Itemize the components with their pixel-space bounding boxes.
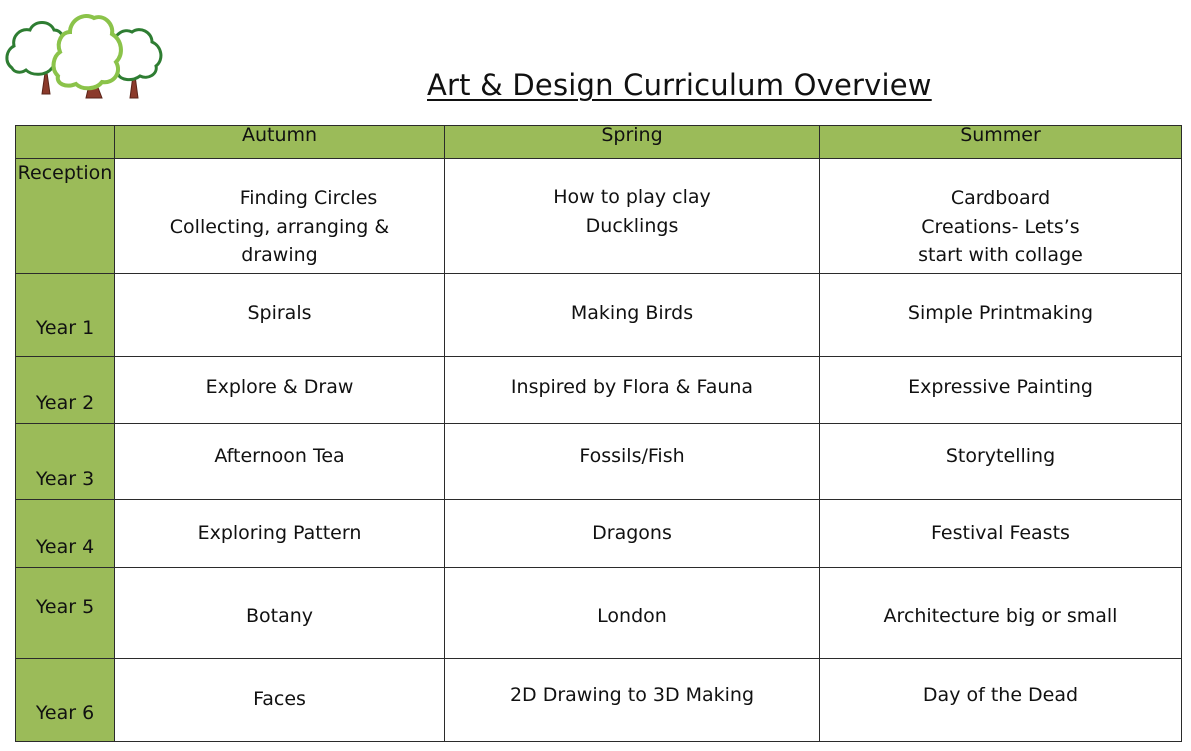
table-row-year-1 [16, 274, 1182, 357]
row-label: Reception [16, 159, 115, 274]
cell-line: Creations- Lets’s [921, 215, 1080, 238]
header-summer: Summer [820, 126, 1182, 159]
cell-autumn [115, 159, 445, 274]
table-row-year-3 [16, 424, 1182, 500]
page-title: Art & Design Curriculum Overview [427, 68, 932, 102]
row-label: Year 4 [16, 500, 115, 568]
cell-spring: Fossils/Fish [445, 424, 820, 500]
row-label: Year 5 [16, 568, 115, 659]
cell-line: Finding Circles [239, 187, 378, 210]
table-row-year-5 [16, 568, 1182, 659]
table-row-year-6 [16, 659, 1182, 742]
curriculum-table [15, 125, 1182, 742]
table-row-year-2 [16, 357, 1182, 424]
cell-summer: Festival Feasts [820, 500, 1182, 568]
cell-autumn: Faces [115, 659, 445, 742]
header-spring: Spring [445, 126, 820, 159]
row-label: Year 2 [16, 357, 115, 424]
cell-spring: London [445, 568, 820, 659]
cell-line: Ducklings [585, 214, 679, 237]
cell-summer: Storytelling [820, 424, 1182, 500]
cell-spring [445, 159, 820, 274]
cell-spring: Dragons [445, 500, 820, 568]
cell-line: start with collage [918, 244, 1083, 267]
cell-line: drawing [241, 244, 318, 267]
cell-summer: Simple Printmaking [820, 274, 1182, 357]
cell-autumn: Exploring Pattern [115, 500, 445, 568]
cell-summer [820, 159, 1182, 274]
cell-spring: 2D Drawing to 3D Making [445, 659, 820, 742]
header-autumn: Autumn [115, 126, 445, 159]
trees-logo-icon [2, 6, 168, 102]
cell-autumn: Spirals [115, 274, 445, 357]
row-label: Year 6 [16, 659, 115, 742]
header-corner-cell [16, 126, 115, 159]
row-label: Year 3 [16, 424, 115, 500]
cell-autumn: Explore & Draw [115, 357, 445, 424]
header-row [16, 126, 1182, 159]
cell-spring: Making Birds [445, 274, 820, 357]
cell-spring: Inspired by Flora & Fauna [445, 357, 820, 424]
row-label: Year 1 [16, 274, 115, 357]
cell-line: How to play clay [553, 186, 711, 208]
cell-summer: Architecture big or small [820, 568, 1182, 659]
cell-autumn: Afternoon Tea [115, 424, 445, 500]
cell-line: Cardboard [950, 187, 1051, 210]
table-row-reception [16, 159, 1182, 274]
cell-summer: Expressive Painting [820, 357, 1182, 424]
table-row-year-4 [16, 500, 1182, 568]
cell-line: Collecting, arranging & [169, 215, 390, 238]
cell-autumn: Botany [115, 568, 445, 659]
cell-summer: Day of the Dead [820, 659, 1182, 742]
